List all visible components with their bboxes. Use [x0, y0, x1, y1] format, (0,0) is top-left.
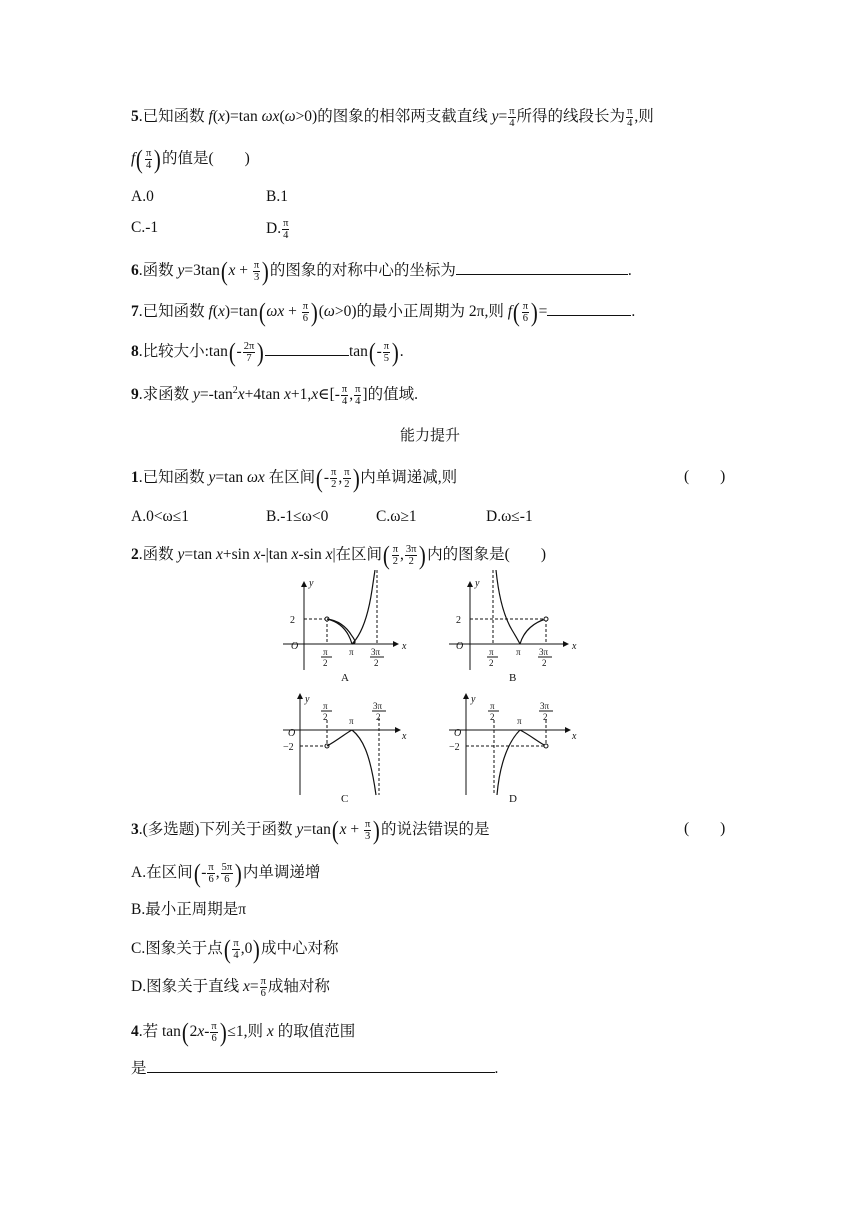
- superscript: 2: [232, 385, 238, 396]
- minus: -: [236, 343, 242, 361]
- fraction: $\frac{3\pi}{2}$: [405, 544, 417, 567]
- paren-right: ): [154, 144, 162, 174]
- question-number: 7: [131, 303, 139, 321]
- p2-text: +sin: [222, 546, 254, 564]
- q5-option-c: C.-1: [131, 219, 159, 236]
- p1-text: =tan: [215, 469, 247, 487]
- q5-text: >0)的图象的相邻两支截直线: [295, 108, 492, 126]
- graph-d[interactable]: [449, 694, 577, 805]
- tick-minus2: −2: [283, 742, 294, 753]
- var: y: [491, 108, 499, 126]
- svg-text:2: 2: [323, 712, 328, 722]
- paren-right: ): [530, 297, 538, 327]
- p4-text: 的取值范围: [273, 1023, 356, 1041]
- var: ωx: [261, 108, 280, 126]
- axis-x-label: x: [572, 731, 577, 742]
- graph-label: B: [509, 672, 517, 684]
- fraction: $\frac{\pi}{6}$: [260, 976, 266, 999]
- q8-text: tan: [348, 343, 368, 361]
- fraction: $\frac{\pi}{4}$: [627, 106, 633, 129]
- q9-line: [131, 381, 418, 407]
- var: f: [208, 303, 213, 321]
- fraction: $\frac{5\pi}{6}$: [221, 862, 233, 885]
- section-heading: 能力提升: [399, 426, 460, 444]
- fraction: $\frac{\pi}{3}$: [364, 819, 371, 842]
- var: x: [266, 1023, 274, 1041]
- var: x: [325, 546, 333, 564]
- var: f: [131, 150, 136, 168]
- svg-text:3π: 3π: [540, 701, 550, 711]
- comma: ,: [338, 469, 343, 487]
- origin-label: O: [288, 728, 296, 739]
- p4-line2: 是 .: [131, 1060, 499, 1077]
- axis-x-label: x: [402, 731, 407, 742]
- fraction: $\frac{\pi}{5}$: [383, 341, 390, 364]
- axis-y-label: y: [309, 578, 314, 589]
- question-number: 8: [131, 343, 139, 361]
- p4-text: ≤1,则: [227, 1023, 267, 1041]
- minus: -: [201, 864, 207, 882]
- p3-text: =tan: [303, 821, 331, 839]
- p1-option-d: D.ω≤-1: [486, 508, 533, 525]
- p3-text: .(多选题)下列关于函数: [138, 821, 297, 839]
- paren-left: (: [368, 337, 376, 367]
- question-number: 3: [131, 821, 139, 839]
- question-number: 9: [131, 386, 139, 404]
- answer-blank[interactable]: [265, 341, 349, 356]
- q8-line: [131, 337, 404, 367]
- p1-option-b: B.-1≤ω<0: [266, 508, 329, 525]
- svg-text:2: 2: [374, 658, 379, 668]
- p2-line: [131, 540, 546, 570]
- p3-option-c: C.图象关于点( $\frac{\pi}{4}$ ,0)成中心对称: [131, 934, 339, 964]
- comma: ,: [400, 546, 404, 564]
- var: y: [208, 469, 216, 487]
- fraction: $\frac{\pi}{3}$: [253, 260, 260, 283]
- paren-left: (: [193, 858, 201, 888]
- q9-text: ]的值域.: [362, 386, 418, 404]
- fraction: $\frac{\pi}{6}$: [208, 862, 214, 885]
- graph-label: D: [509, 793, 517, 805]
- origin-label: O: [456, 641, 464, 652]
- paren-right: ): [235, 858, 242, 888]
- paren-left: (: [223, 934, 231, 964]
- var: x: [291, 546, 299, 564]
- paren-right: ): [257, 337, 265, 367]
- var: x: [228, 262, 236, 280]
- paren-right: ): [391, 337, 399, 367]
- q7-line: [131, 297, 636, 327]
- var: x: [242, 978, 250, 996]
- p1-text: 内单调递减,则: [360, 469, 458, 487]
- graph-a[interactable]: [283, 570, 407, 684]
- var: x: [283, 386, 291, 404]
- svg-text:2: 2: [490, 712, 495, 722]
- plus: +: [346, 821, 363, 839]
- paren: (: [318, 303, 324, 321]
- svg-text:π: π: [490, 701, 495, 711]
- graph-label: C: [341, 793, 349, 805]
- svg-text:π: π: [349, 647, 354, 657]
- q7-text: .已知函数: [138, 303, 209, 321]
- svg-text:2: 2: [542, 658, 547, 668]
- var: x: [218, 108, 225, 126]
- paren-left: (: [136, 144, 144, 174]
- q9-text: .求函数: [138, 386, 194, 404]
- var: x: [218, 303, 225, 321]
- answer-blank[interactable]: [456, 260, 628, 275]
- axis-y-label: y: [475, 578, 480, 589]
- q9-text: =-tan: [199, 386, 233, 404]
- q5-option-a: A.0: [131, 188, 154, 205]
- svg-text:2: 2: [376, 712, 381, 722]
- p1-line: [131, 463, 458, 493]
- tick-2: 2: [456, 615, 461, 626]
- fraction: $\frac{2\pi}{7}$: [243, 341, 255, 364]
- svg-text:3π: 3π: [371, 647, 381, 657]
- axis-y-label: y: [305, 694, 310, 705]
- var: ω: [323, 303, 335, 321]
- fraction: $\frac{\pi}{4}$: [283, 218, 289, 241]
- paren-right: ): [310, 297, 318, 327]
- answer-blank[interactable]: [147, 1058, 495, 1073]
- paren-right: ): [352, 463, 360, 493]
- q8-text: .比较大小:tan: [138, 343, 228, 361]
- fraction: $\frac{\pi}{6}$: [302, 301, 309, 324]
- p2-text: .函数: [138, 546, 178, 564]
- paren-left: (: [181, 1017, 189, 1047]
- var: ωx: [266, 303, 285, 321]
- graph-c[interactable]: [283, 694, 407, 805]
- fraction: $\frac{\pi}{4}$: [145, 148, 152, 171]
- var: y: [177, 262, 185, 280]
- minus: -: [376, 343, 382, 361]
- p3-option-b: B.最小正周期是π: [131, 901, 247, 918]
- svg-text:π: π: [517, 716, 522, 726]
- var: y: [193, 386, 200, 404]
- q7-text: )=tan: [224, 303, 258, 321]
- p2-text: -|tan: [260, 546, 292, 564]
- graph-b[interactable]: [449, 570, 577, 684]
- question-number: 2: [131, 546, 139, 564]
- var: x: [215, 546, 223, 564]
- paren-left: (: [220, 256, 228, 286]
- svg-text:3π: 3π: [373, 701, 383, 711]
- period: .: [627, 262, 632, 280]
- svg-text:2: 2: [489, 658, 494, 668]
- paren-left: (: [382, 540, 390, 570]
- paren-right: ): [219, 1017, 227, 1047]
- var: ωx: [246, 469, 265, 487]
- q9-text: +1,: [290, 386, 312, 404]
- question-number: 6: [131, 262, 139, 280]
- svg-text:π: π: [489, 647, 494, 657]
- var: f: [507, 303, 513, 321]
- paren-left: (: [258, 297, 266, 327]
- q7-text: >0)的最小正周期为 2π,则: [334, 303, 508, 321]
- paren-left: (: [228, 337, 236, 367]
- axis-y-label: y: [471, 694, 476, 705]
- fraction: $\frac{\pi}{2}$: [344, 467, 350, 490]
- answer-bracket[interactable]: ( ): [684, 820, 726, 837]
- comma: ,: [349, 386, 354, 404]
- p2-text: 内的图象是( ): [427, 546, 546, 564]
- p3-line: [131, 815, 490, 845]
- svg-text:π: π: [323, 647, 328, 657]
- paren-left: (: [512, 297, 520, 327]
- var: ω: [284, 108, 296, 126]
- tick-2: 2: [290, 615, 295, 626]
- q5-text: 所得的线段长为: [516, 108, 626, 126]
- origin-label: O: [291, 641, 299, 652]
- p1-text: 在区间: [264, 469, 316, 487]
- p4-line1: 4.若 tan(2x- $\frac{\pi}{6}$ )≤1,则 x 的取值范围: [131, 1017, 356, 1047]
- p3-option-a: A.在区间(- $\frac{\pi}{6}$ , $\frac{5\pi}{6}$ )内单调递增: [131, 858, 321, 888]
- var: x: [197, 1023, 205, 1041]
- fraction: $\frac{\pi}{2}$: [392, 544, 399, 567]
- graph-label: A: [341, 672, 349, 684]
- paren: (: [279, 108, 285, 126]
- p1-text: .已知函数: [138, 469, 209, 487]
- period: .: [631, 303, 636, 321]
- var: f: [208, 108, 213, 126]
- paren-left: (: [316, 463, 323, 493]
- question-number: 5: [131, 108, 139, 126]
- fraction: $\frac{\pi}{2}$: [331, 467, 337, 490]
- q5-text: ,则: [634, 108, 654, 126]
- fraction: $\frac{\pi}{6}$: [522, 301, 528, 324]
- question-number: 1: [131, 469, 139, 487]
- paren: (: [212, 108, 218, 126]
- plus: +: [235, 262, 252, 280]
- axis-x-label: x: [572, 641, 577, 652]
- axis-x-label: x: [402, 641, 407, 652]
- q6-text: .函数: [138, 262, 178, 280]
- p3-option-d: D.图象关于直线 x= $\frac{\pi}{6}$ 成轴对称: [131, 976, 330, 999]
- paren: (: [212, 303, 218, 321]
- q5-option-b: B.1: [266, 188, 288, 205]
- p2-text: |在区间: [332, 546, 383, 564]
- svg-text:3π: 3π: [539, 647, 549, 657]
- q5-text: 的值是( ): [161, 150, 250, 168]
- q9-text: +4tan: [244, 386, 284, 404]
- p2-text: =tan: [184, 546, 216, 564]
- graph-options: [0, 570, 860, 810]
- eq: =: [498, 108, 508, 126]
- q6-line: [131, 256, 632, 286]
- minus: -: [323, 469, 330, 487]
- p1-option-a: A.0<ω≤1: [131, 508, 190, 525]
- svg-text:π: π: [323, 701, 328, 711]
- var: y: [177, 546, 185, 564]
- paren-left: (: [331, 815, 339, 845]
- fraction: $\frac{\pi}{4}$: [233, 938, 239, 961]
- svg-text:2: 2: [323, 658, 328, 668]
- fraction: $\frac{\pi}{4}$: [509, 106, 515, 129]
- fraction: $\frac{\pi}{6}$: [211, 1021, 217, 1044]
- p2-text: -sin: [298, 546, 326, 564]
- svg-text:π: π: [516, 647, 521, 657]
- var: x: [253, 546, 261, 564]
- q6-text: 的图象的对称中心的坐标为: [269, 262, 456, 280]
- q5-line1: [131, 106, 654, 129]
- fraction: $\frac{\pi}{4}$: [341, 384, 348, 408]
- eq: =: [538, 303, 548, 321]
- p4-text: .若 tan: [138, 1023, 181, 1041]
- svg-text:π: π: [349, 716, 354, 726]
- paren-right: ): [373, 815, 381, 845]
- paren-right: ): [419, 540, 427, 570]
- var: x: [339, 821, 347, 839]
- svg-text:2: 2: [543, 712, 548, 722]
- p1-option-c: C.ω≥1: [376, 508, 417, 525]
- q6-text: =3tan: [184, 262, 220, 280]
- period: .: [399, 343, 404, 361]
- var: y: [296, 821, 304, 839]
- tick-minus2: −2: [449, 742, 460, 753]
- fraction: $\frac{\pi}{4}$: [355, 384, 361, 408]
- answer-bracket[interactable]: ( ): [684, 468, 726, 485]
- question-number: 4: [131, 1023, 139, 1041]
- q5-option-d: D. $\frac{\pi}{4}$: [266, 218, 289, 241]
- p3-text: 的说法错误的是: [380, 821, 490, 839]
- q9-text: ∈[-: [318, 386, 340, 404]
- paren-right: ): [262, 256, 270, 286]
- var: x: [311, 386, 319, 404]
- answer-blank[interactable]: [547, 301, 631, 316]
- q5-text: .已知函数: [138, 108, 209, 126]
- q5-line2: [131, 144, 250, 174]
- q5-text: )=tan: [224, 108, 262, 126]
- paren-right: ): [253, 934, 261, 964]
- origin-label: O: [454, 728, 462, 739]
- plus: +: [284, 303, 301, 321]
- var: x: [237, 386, 245, 404]
